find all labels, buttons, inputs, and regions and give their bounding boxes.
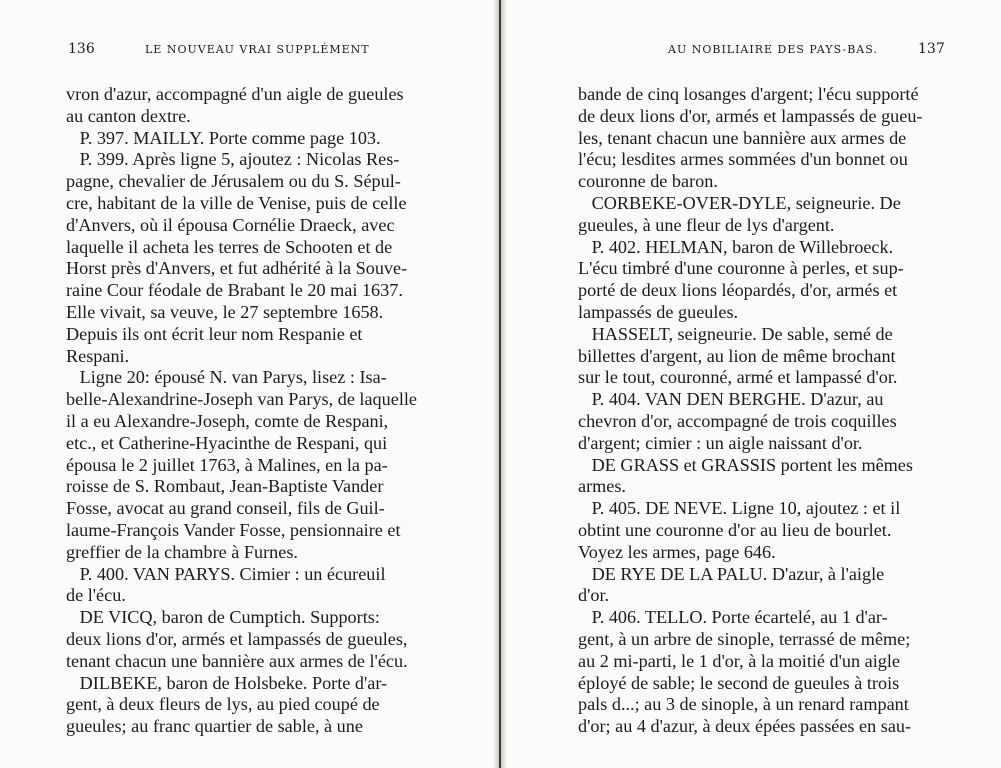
text-line: Horst près d'Anvers, et fut adhérité à la Souve- — [66, 258, 408, 279]
text-line: P. 404. VAN DEN BERGHE. D'azur, au — [578, 389, 884, 410]
text-line: lampassés de gueules. — [578, 301, 739, 322]
text-line: cre, habitant de la ville de Venise, puis de celle — [66, 192, 407, 213]
text-line: armes. — [578, 476, 626, 497]
text-line: gent, à deux fleurs de lys, au pied coupé de — [66, 694, 380, 715]
text-line: Fosse, avocat au grand conseil, fils de Guil- — [66, 498, 385, 519]
text-line: gent, à un arbre de sinople, terrassé de même; — [578, 628, 911, 649]
text-line: DE RYE DE LA PALU. D'azur, à l'aigle — [578, 563, 885, 584]
text-line: il a eu Alexandre-Joseph, comte de Respani, — [66, 410, 389, 431]
text-line: gueules, à une fleur de lys d'argent. — [578, 214, 835, 235]
text-line: pagne, chevalier de Jérusalem ou du S. Sépul- — [66, 171, 401, 192]
text-line: Depuis ils ont écrit leur nom Respanie et — [66, 323, 363, 344]
text-line: Elle vivait, sa veuve, le 27 septembre 1658. — [66, 301, 384, 322]
text-line: épousa le 2 juillet 1763, à Malines, en la pa- — [66, 454, 388, 475]
text-line: laume-François Vander Fosse, pensionnaire et — [66, 519, 401, 540]
text-line: au canton dextre. — [66, 105, 191, 126]
text-line: au 2 mi-parti, le 1 d'or, à la moitié d'un aigle — [578, 650, 900, 671]
text-line: les, tenant chacun une bannière aux armes de — [578, 127, 907, 148]
text-line: DILBEKE, baron de Holsbeke. Porte d'ar- — [66, 672, 388, 693]
text-line: d'Anvers, où il épousa Cornélie Draeck, avec — [66, 214, 395, 235]
text-line: Respani. — [66, 345, 130, 366]
text-line: couronne de baron. — [578, 171, 718, 192]
text-line: greffier de la chambre à Furnes. — [66, 541, 298, 562]
text-line: P. 400. VAN PARYS. Cimier : un écureuil — [66, 563, 386, 584]
text-line: roisse de S. Rombaut, Jean-Baptiste Vander — [66, 476, 384, 497]
text-line: CORBEKE-OVER-DYLE, seigneurie. De — [578, 192, 901, 213]
text-line: obtint une couronne d'or au lieu de bourlet. — [578, 519, 892, 540]
text-line: P. 405. DE NEVE. Ligne 10, ajoutez : et il — [578, 498, 901, 519]
gutter-fold-line — [499, 0, 501, 768]
text-line: P. 399. Après ligne 5, ajoutez : Nicolas Res- — [66, 149, 400, 170]
text-line: DE GRASS et GRASSIS portent les mêmes — [578, 454, 913, 475]
text-line: vron d'azur, accompagné d'un aigle de gueules — [66, 84, 404, 104]
text-line: pals d...; au 3 de sinople, à un renard rampant — [578, 694, 909, 715]
text-line: laquelle il acheta les terres de Schooten et de — [66, 236, 393, 257]
text-line: billettes d'argent, au lion de même brochant — [578, 345, 896, 366]
right-page-number: 137 — [918, 41, 945, 57]
text-line: P. 397. MAILLY. Porte comme page 103. — [66, 127, 381, 148]
right-page — [506, 0, 1001, 768]
text-line: bande de cinq losanges d'argent; l'écu supporté — [578, 84, 919, 104]
text-line: gueules; au franc quartier de sable, à une — [66, 716, 363, 737]
text-line: sur le tout, couronné, armé et lampassé d'or. — [578, 367, 898, 388]
right-running-head: AU NOBILIAIRE DES PAYS-BAS. — [668, 43, 878, 56]
right-page-body — [578, 84, 936, 738]
text-line: deux lions d'or, armés et lampassés de gueules, — [66, 628, 408, 649]
text-line: HASSELT, seigneurie. De sable, semé de — [578, 323, 893, 344]
text-line: Voyez les armes, page 646. — [578, 541, 776, 562]
text-line: Ligne 20: épousé N. van Parys, lisez : Isa- — [66, 367, 387, 388]
text-line: P. 402. HELMAN, baron de Willebroeck. — [578, 236, 894, 257]
text-line: éployé de sable; le second de gueules à trois — [578, 672, 900, 693]
text-line: L'écu timbré d'une couronne à perles, et sup- — [578, 258, 904, 279]
left-page-number: 136 — [68, 41, 95, 57]
left-page-body — [66, 84, 424, 738]
left-running-head: LE NOUVEAU VRAI SUPPLÉMENT — [145, 43, 370, 56]
left-page — [0, 0, 494, 768]
text-line: de l'écu. — [66, 585, 126, 606]
text-line: P. 406. TELLO. Porte écartelé, au 1 d'ar- — [578, 607, 888, 628]
text-line: belle-Alexandrine-Joseph van Parys, de laquelle — [66, 389, 417, 410]
text-line: de deux lions d'or, armés et lampassés de gueu- — [578, 105, 923, 126]
text-line: d'or. — [578, 585, 610, 606]
text-line: chevron d'or, accompagné de trois coquilles — [578, 410, 897, 431]
text-line: tenant chacun une bannière aux armes de l'écu. — [66, 650, 408, 671]
text-line: porté de deux lions léopardés, d'or, armés et — [578, 280, 898, 301]
text-line: DE VICQ, baron de Cumptich. Supports: — [66, 607, 380, 628]
text-line: raine Cour féodale de Brabant le 20 mai 1637. — [66, 280, 403, 301]
text-line: l'écu; lesdites armes sommées d'un bonnet ou — [578, 149, 908, 170]
text-line: d'or; au 4 d'azur, à deux épées passées en sau- — [578, 716, 912, 737]
text-line: etc., et Catherine-Hyacinthe de Respani, qui — [66, 432, 388, 453]
text-line: d'argent; cimier : un aigle naissant d'or. — [578, 432, 863, 453]
